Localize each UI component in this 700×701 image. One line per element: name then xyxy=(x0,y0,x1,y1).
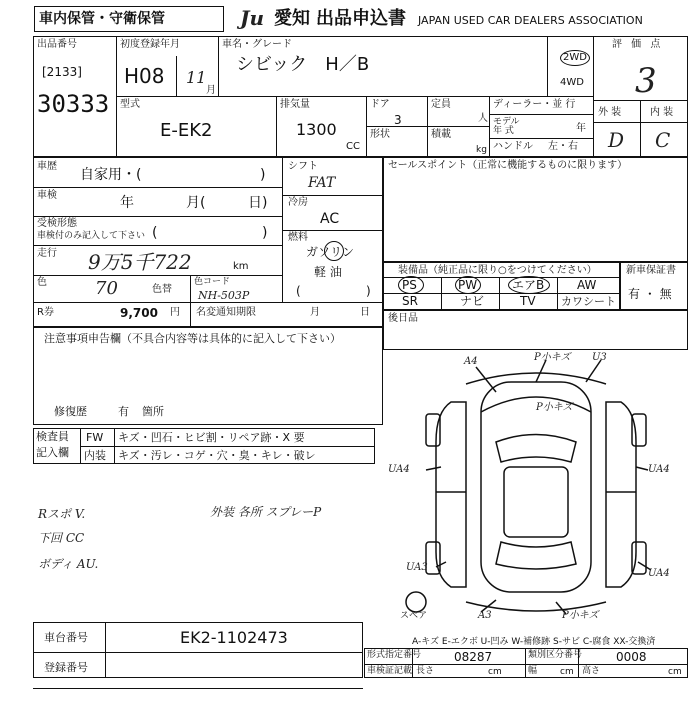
spare-tire xyxy=(406,592,426,612)
equip-ps-circle xyxy=(398,276,424,294)
doors-value: 3 xyxy=(394,113,402,127)
name-change-label: 名変通知期限 xyxy=(196,307,256,318)
org-english: JAPAN USED CAR DEALERS ASSOCIATION xyxy=(418,14,643,27)
car-windshield xyxy=(496,435,576,463)
fuel-close: ) xyxy=(366,284,371,298)
dealer-handle: ハンドル xyxy=(493,141,533,152)
repair-shape-open: ( xyxy=(152,225,158,241)
inspection-day: 日) xyxy=(248,195,268,211)
displacement-unit: CC xyxy=(346,141,360,152)
inspector-label1: 検査員 xyxy=(36,430,69,443)
color-value: 70 xyxy=(95,278,118,299)
ac-label: 冷房 xyxy=(288,197,308,208)
type-spec-label: 形式指定番号 xyxy=(367,650,422,660)
ac-value: AC xyxy=(320,211,340,227)
repair-history-label: 修復歴 xyxy=(54,405,87,418)
mileage-unit: km xyxy=(233,261,249,272)
model-value: E-EK2 xyxy=(160,120,213,141)
type-spec-value: 08287 xyxy=(454,650,493,664)
equip-seat: カワシート xyxy=(561,295,616,308)
inspection-label: 車検 xyxy=(37,190,57,201)
fuel-diesel: 軽 油 xyxy=(314,265,342,279)
history-label: 車歴 xyxy=(37,161,57,172)
class-num-value: 0008 xyxy=(616,650,647,664)
inspector-label2: 記入欄 xyxy=(36,446,69,459)
dims-height-unit: cm xyxy=(668,667,682,677)
equip-airbag: エアB xyxy=(512,278,545,292)
wheel-fl xyxy=(426,414,440,446)
warranty-label: 新車保証書 xyxy=(626,265,676,276)
displacement-label: 排気量 xyxy=(280,99,310,110)
exterior-value: D xyxy=(608,128,625,152)
equip-aw: AW xyxy=(577,278,597,292)
model-label: 型式 xyxy=(120,99,140,110)
mark-p-front: P小キズ xyxy=(534,352,571,363)
org-name: 愛知 xyxy=(274,8,310,29)
fuel-gas-circle xyxy=(324,241,344,261)
damage-legend: A-キズ E-エクボ U-凹み W-補修跡 S-サビ C-腐食 XX-交換済 xyxy=(412,637,656,647)
dealer-model-year: モデル 年 式 xyxy=(493,117,520,136)
warranty-value: 有 ・ 無 xyxy=(628,287,672,301)
note-line1: Rスポ V. xyxy=(38,507,86,521)
shift-label: シフト xyxy=(288,161,318,172)
history-value: 自家用・( xyxy=(80,167,142,183)
fuel-gas: ガソリン xyxy=(306,245,355,259)
name-change-month: 月 xyxy=(310,307,320,318)
payload-unit: kg xyxy=(476,145,487,155)
chassis-value: EK2-1102473 xyxy=(180,628,288,647)
mark-ua3-left: UA3 xyxy=(406,562,428,573)
recycle-unit: 円 xyxy=(170,307,180,318)
inspection-year: 年 xyxy=(120,195,134,211)
inspector-row1: キズ・凹石・ヒビ割・リペア跡・X 要 xyxy=(118,431,305,444)
mark-a4-front: A4 xyxy=(464,356,478,367)
color-code-label: 色コード xyxy=(194,277,231,287)
exterior-label: 外 装 xyxy=(598,107,622,118)
storage-title: 車内保管・守衛保管 xyxy=(39,11,165,27)
capacity-unit: 人 xyxy=(478,113,488,124)
fuel-open: ( xyxy=(296,284,301,298)
repair-history-value: 有 xyxy=(118,405,129,418)
class-num-label: 類別区分番号 xyxy=(528,650,583,660)
car-roof xyxy=(504,467,568,537)
wheel-fr xyxy=(632,414,646,446)
dims-length: 長さ xyxy=(416,666,435,676)
first-reg-month-unit: 月 xyxy=(206,85,216,96)
repair-shape-label: 受検形態 xyxy=(37,218,77,229)
mark-p-rear: P小キズ xyxy=(562,610,599,621)
displacement-value: 1300 xyxy=(296,120,337,139)
dims-width-unit: cm xyxy=(560,667,574,677)
first-reg-month: 11 xyxy=(186,68,207,87)
attachments-box xyxy=(383,310,688,350)
drive-4wd: 4WD xyxy=(560,77,584,88)
inspector-row2: キズ・汚レ・コゲ・穴・臭・キレ・破レ xyxy=(118,449,316,462)
interior-value: C xyxy=(655,128,671,152)
inspector-interior: 内装 xyxy=(84,449,106,462)
dealer-label: ディーラー・並 行 xyxy=(493,99,576,110)
shape-label: 形状 xyxy=(370,129,390,140)
color-change: 色替 xyxy=(152,284,172,295)
lot-sub-number: [2133] xyxy=(42,65,82,79)
grade-label: 評 価 点 xyxy=(612,39,664,50)
inspection-month: 月( xyxy=(186,195,206,211)
shift-value: FAT xyxy=(308,175,336,191)
lot-number: 30333 xyxy=(37,90,110,118)
equip-navi: ナビ xyxy=(460,294,485,308)
equip-pw: PW xyxy=(458,278,478,292)
mark-a3-rear: A3 xyxy=(478,610,492,621)
equipment-label: 装備品（純正品に限り○をつけてください） xyxy=(398,265,597,276)
spare-label: スペア xyxy=(400,610,428,620)
mark-ua4-right: UA4 xyxy=(648,464,670,475)
first-reg-label: 初度登録年月 xyxy=(120,39,180,50)
repair-history-loc: 箇所 xyxy=(142,405,164,418)
bottom-strip xyxy=(33,688,363,701)
car-name-label: 車名・グレード xyxy=(222,39,292,50)
dims-length-unit: cm xyxy=(488,667,502,677)
dealer-year-unit: 年 xyxy=(576,123,586,134)
dims-label: 車検証記載 xyxy=(367,666,413,676)
equip-sr: SR xyxy=(402,294,418,308)
dims-width: 幅 xyxy=(528,666,538,676)
equip-pw-circle xyxy=(455,276,481,294)
form-title: 出品申込書 xyxy=(316,8,406,29)
note-line2: 下回 CC xyxy=(38,531,85,545)
recycle-value: 9,700 xyxy=(120,306,158,320)
doors-label: ドア xyxy=(370,99,390,110)
fuel-label: 燃料 xyxy=(288,232,308,243)
repair-shape-note: 車検付のみ記入して下さい xyxy=(37,231,146,241)
dims-height: 高さ xyxy=(582,666,601,676)
ju-logo: Ju xyxy=(240,6,265,30)
reg-number-label: 登録番号 xyxy=(44,661,88,674)
mileage-value: 9万5千722 xyxy=(88,250,192,274)
equip-ps: PS xyxy=(402,278,417,292)
recycle-label: R券 xyxy=(37,307,54,318)
mark-p-hood: P小キズ xyxy=(536,402,573,413)
notice-label: 注意事項申告欄（不具合内容等は具体的に記入して下さい） xyxy=(44,332,341,345)
color-label: 色 xyxy=(37,277,47,288)
car-diagram xyxy=(386,352,686,622)
drive-2wd: 2WD xyxy=(560,50,590,66)
sales-point-label: セールスポイント（正常に機能するものに限ります） xyxy=(388,160,628,171)
history-close: ) xyxy=(260,167,266,183)
mark-ua4-rear: UA4 xyxy=(648,568,670,579)
grade-value: 3 xyxy=(635,61,657,101)
equip-tv: TV xyxy=(520,294,536,308)
note-side: 外装 各所 スプレーP xyxy=(210,505,322,519)
first-reg-year: H08 xyxy=(124,64,165,88)
chassis-label: 車台番号 xyxy=(44,631,88,644)
storage-title-box xyxy=(34,6,224,32)
interior-label: 内 装 xyxy=(650,107,674,118)
mileage-label: 走行 xyxy=(37,248,57,259)
inspector-fw: FW xyxy=(86,431,104,444)
sales-point-box xyxy=(383,157,688,262)
payload-label: 積載 xyxy=(431,129,451,140)
capacity-label: 定員 xyxy=(431,99,451,110)
name-change-day: 日 xyxy=(360,307,370,318)
mark-ua4-left: UA4 xyxy=(388,464,410,475)
car-name-value: シビック H／B xyxy=(236,54,370,75)
lot-label: 出品番号 xyxy=(37,39,77,50)
color-code: NH-503P xyxy=(198,289,250,302)
attachments-label: 後日品 xyxy=(388,313,418,324)
equip-airbag-circle xyxy=(508,276,550,294)
repair-shape-close: ) xyxy=(262,225,268,241)
note-line3: ボディ AU. xyxy=(38,557,99,571)
mark-u3-front: U3 xyxy=(592,352,607,363)
car-rear-glass xyxy=(496,542,576,569)
dealer-handle-value: 左・右 xyxy=(548,141,578,152)
